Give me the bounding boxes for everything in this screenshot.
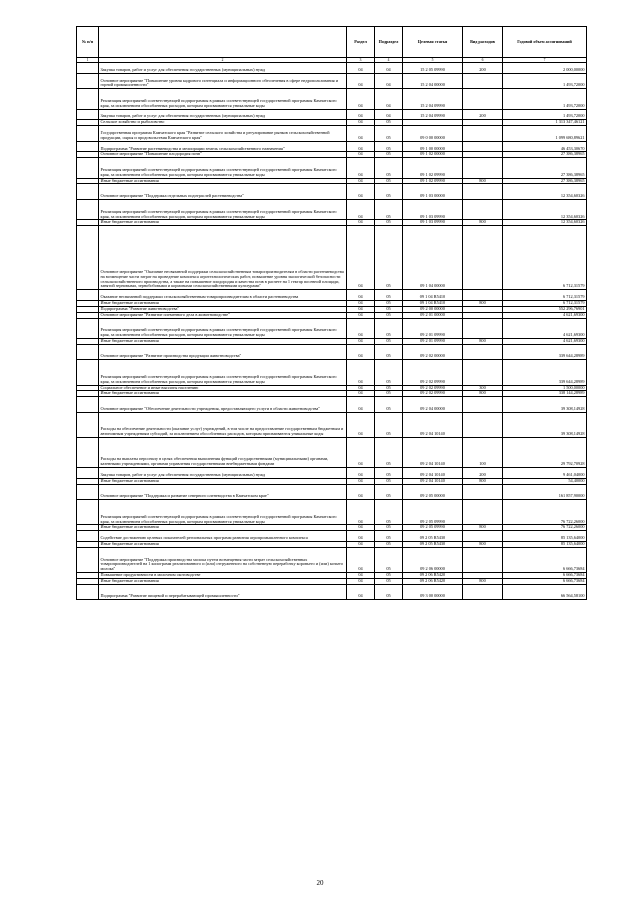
row-number-cell <box>77 318 99 338</box>
row-amount-cell: 6 666,73684 <box>503 578 587 584</box>
budget-table <box>76 26 587 600</box>
budget-table-sheet <box>76 26 586 600</box>
row-razdel-cell: 04 <box>347 178 375 184</box>
row-podrazdel-cell: 05 <box>375 306 403 312</box>
row-podrazdel-cell: 05 <box>375 360 403 385</box>
row-amount-cell: 85 135,64000 <box>503 531 587 542</box>
col-header-name <box>99 27 347 58</box>
row-name-cell: Реализация мероприятий соответствующей подпрограммы в рамках соответствующей государственной программы Камчатского края, за исключением обособленных расходов, которым присваиваются уникальные коды <box>99 500 347 525</box>
col-header-razdel: Раздел <box>347 27 375 58</box>
row-amount-cell: 9 461,04000 <box>503 468 587 479</box>
row-name-cell: Иные бюджетные ассигнования <box>99 525 347 531</box>
row-vid-cell <box>463 500 503 525</box>
table-row <box>77 531 587 542</box>
row-amount-cell: 4 621,69300 <box>503 338 587 344</box>
row-podrazdel-cell: 05 <box>375 412 403 437</box>
row-podrazdel-cell: 05 <box>375 573 403 579</box>
row-razdel-cell: 04 <box>347 500 375 525</box>
row-podrazdel-cell: 04 <box>375 89 403 109</box>
table-row <box>77 126 587 142</box>
row-target-cell: 09 2 04 10140 <box>403 412 463 437</box>
row-target-cell: 09 2 01 09990 <box>403 338 463 344</box>
row-number-cell <box>77 468 99 479</box>
row-vid-cell <box>463 531 503 542</box>
row-target-cell: 09 2 06 R5420 <box>403 578 463 584</box>
row-amount-cell: 76 722,26000 <box>503 525 587 531</box>
row-target-cell: 15 2 04 09990 <box>403 89 463 109</box>
row-vid-cell: 800 <box>463 300 503 306</box>
row-target-cell: 09 1 00 00000 <box>403 141 463 152</box>
row-razdel-cell: 04 <box>347 547 375 572</box>
row-podrazdel-cell: 05 <box>375 391 403 397</box>
column-number: 5 <box>403 58 463 63</box>
row-vid-cell: 800 <box>463 178 503 184</box>
row-amount-cell: 12 354,60326 <box>503 200 587 220</box>
col-header-vid: Вид расходов <box>463 27 503 58</box>
row-number-cell <box>77 344 99 360</box>
row-podrazdel-cell: 05 <box>375 290 403 301</box>
page-number: 20 <box>316 879 324 887</box>
row-podrazdel-cell: 05 <box>375 397 403 413</box>
row-target-cell: 09 1 03 00000 <box>403 184 463 200</box>
row-vid-cell: 200 <box>463 63 503 74</box>
row-podrazdel-cell: 05 <box>375 312 403 318</box>
table-header-row <box>77 27 587 58</box>
row-number-cell <box>77 226 99 290</box>
row-name-cell: Иные бюджетные ассигнования <box>99 178 347 184</box>
row-vid-cell <box>463 73 503 89</box>
row-target-cell: 09 2 06 R5420 <box>403 573 463 579</box>
row-podrazdel-cell: 05 <box>375 344 403 360</box>
row-vid-cell <box>463 200 503 220</box>
row-target-cell: 09 2 04 00000 <box>403 397 463 413</box>
row-amount-cell: 1 500,00000 <box>503 385 587 391</box>
row-podrazdel-cell: 05 <box>375 547 403 572</box>
row-amount-cell: 12 354,60326 <box>503 220 587 226</box>
row-podrazdel-cell: 05 <box>375 226 403 290</box>
row-amount-cell: 2 000,00000 <box>503 63 587 74</box>
column-number: 3 <box>347 58 375 63</box>
row-number-cell <box>77 397 99 413</box>
row-name-cell: Подпрограмма "Развитие пищевой и перерабатывающей промышленности" <box>99 584 347 600</box>
row-target-cell: 09 2 05 R5430 <box>403 531 463 542</box>
row-amount-cell: 339 644,28989 <box>503 344 587 360</box>
row-razdel-cell: 04 <box>347 360 375 385</box>
row-number-cell <box>77 109 99 120</box>
row-vid-cell: 800 <box>463 578 503 584</box>
row-name-cell: Содействие достижению целевых показателей региональных программ развития агропромышленного комплекса <box>99 531 347 542</box>
row-vid-cell <box>463 141 503 152</box>
row-razdel-cell: 04 <box>347 158 375 178</box>
row-amount-cell: 6 666,73684 <box>503 547 587 572</box>
row-razdel-cell: 04 <box>347 184 375 200</box>
table-row <box>77 484 587 500</box>
table-row <box>77 158 587 178</box>
row-amount-cell: 1 493,72000 <box>503 109 587 120</box>
row-target-cell: 09 1 02 09990 <box>403 178 463 184</box>
row-name-cell: Закупка товаров, работ и услуг для обеспечения государственных (муниципальных) нужд <box>99 109 347 120</box>
row-name-cell: Социальное обеспечение и иные выплаты населению <box>99 385 347 391</box>
row-amount-cell: 1 493,72000 <box>503 73 587 89</box>
row-razdel-cell: 04 <box>347 73 375 89</box>
column-number: 6 <box>463 58 503 63</box>
row-name-cell: Основное мероприятие "Обеспечение деятельности учреждения, предоставляющего услуги в области животноводства" <box>99 397 347 413</box>
row-vid-cell: 800 <box>463 541 503 547</box>
table-row <box>77 547 587 572</box>
row-podrazdel-cell: 05 <box>375 152 403 158</box>
row-amount-cell: 6 712,31579 <box>503 226 587 290</box>
row-name-cell: Реализация мероприятий соответствующей подпрограммы в рамках соответствующей государственной программы Камчатского края, за исключением обособленных расходов, которым присваиваются уникальные коды <box>99 200 347 220</box>
row-podrazdel-cell: 04 <box>375 63 403 74</box>
row-target-cell: 09 3 00 00000 <box>403 584 463 600</box>
row-razdel-cell: 04 <box>347 300 375 306</box>
row-razdel-cell: 04 <box>347 226 375 290</box>
row-vid-cell <box>463 484 503 500</box>
row-razdel-cell: 04 <box>347 306 375 312</box>
row-razdel-cell: 04 <box>347 584 375 600</box>
row-name-cell: Расходы на обеспечение деятельности (оказание услуг) учреждений, в том числе на предоставление государственным бюджетным и автономным учреждениям субсидий, за исключением обособленных расходов, которым присваиваются уникальные коды <box>99 412 347 437</box>
row-vid-cell <box>463 397 503 413</box>
row-number-cell <box>77 584 99 600</box>
row-name-cell: Иные бюджетные ассигнования <box>99 541 347 547</box>
row-name-cell: Подпрограмма "Развитие растениеводства и мелиорации земель сельскохозяйственного назначения" <box>99 141 347 152</box>
row-target-cell: 09 1 02 09990 <box>403 158 463 178</box>
row-podrazdel-cell: 05 <box>375 318 403 338</box>
row-razdel-cell: 04 <box>347 141 375 152</box>
row-target-cell: 09 2 02 09990 <box>403 385 463 391</box>
row-amount-cell: 161 857,90000 <box>503 484 587 500</box>
table-row <box>77 109 587 120</box>
row-vid-cell <box>463 89 503 109</box>
row-podrazdel-cell: 05 <box>375 385 403 391</box>
row-razdel-cell: 04 <box>347 397 375 413</box>
row-target-cell: 09 2 01 00000 <box>403 312 463 318</box>
row-razdel-cell: 04 <box>347 391 375 397</box>
row-amount-cell: 552 296,76901 <box>503 306 587 312</box>
row-vid-cell: 200 <box>463 468 503 479</box>
row-amount-cell: 46 453,30670 <box>503 141 587 152</box>
table-row <box>77 63 587 74</box>
row-razdel-cell: 04 <box>347 531 375 542</box>
row-number-cell <box>77 412 99 437</box>
row-name-cell: Реализация мероприятий соответствующей подпрограммы в рамках соответствующей государственной программы Камчатского края, за исключением обособленных расходов, которым присваиваются уникальные коды <box>99 360 347 385</box>
row-podrazdel-cell: 05 <box>375 126 403 142</box>
row-amount-cell: 1 099 680,89621 <box>503 126 587 142</box>
row-number-cell <box>77 73 99 89</box>
row-vid-cell <box>463 412 503 437</box>
row-vid-cell: 800 <box>463 391 503 397</box>
row-target-cell: 09 2 04 10140 <box>403 438 463 468</box>
row-target-cell: 09 1 04 R5410 <box>403 290 463 301</box>
table-row <box>77 200 587 220</box>
column-number: 2 <box>99 58 347 63</box>
row-number-cell <box>77 484 99 500</box>
row-name-cell: Иные бюджетные ассигнования <box>99 338 347 344</box>
table-row <box>77 412 587 437</box>
row-amount-cell: 54,40000 <box>503 478 587 484</box>
row-number-cell <box>77 89 99 109</box>
row-vid-cell <box>463 584 503 600</box>
row-name-cell: Иные бюджетные ассигнования <box>99 391 347 397</box>
row-razdel-cell: 04 <box>347 120 375 126</box>
row-name-cell: Основное мероприятие "Оказание несвязанной поддержки сельскохозяйственным товаропроизводителям в области растениеводства на возмещение части затрат на проведение комплекса агротехнологических работ, повышение уровня экологической безопасности сельскохозяйственного производства, а также на повышение плодородия и качества почв в расчете на 1 гектар посевной площади, занятой зерновыми, зернобобовыми и кормовыми сельскохозяйственными культурами" <box>99 226 347 290</box>
row-podrazdel-cell: 05 <box>375 120 403 126</box>
row-amount-cell: 29 792,70928 <box>503 438 587 468</box>
row-podrazdel-cell: 05 <box>375 525 403 531</box>
row-target-cell: 15 2 05 09990 <box>403 63 463 74</box>
col-header-podrazdel: Подраздел <box>375 27 403 58</box>
row-name-cell: Иные бюджетные ассигнования <box>99 578 347 584</box>
row-vid-cell <box>463 226 503 290</box>
row-target-cell: 09 2 02 00000 <box>403 344 463 360</box>
row-amount-cell: 27 386,38965 <box>503 152 587 158</box>
row-podrazdel-cell: 05 <box>375 541 403 547</box>
row-razdel-cell: 04 <box>347 63 375 74</box>
row-podrazdel-cell: 05 <box>375 220 403 226</box>
row-target-cell: 09 1 03 09990 <box>403 200 463 220</box>
row-amount-cell: 85 135,64000 <box>503 541 587 547</box>
row-razdel-cell: 04 <box>347 573 375 579</box>
row-podrazdel-cell: 05 <box>375 438 403 468</box>
row-podrazdel-cell: 05 <box>375 468 403 479</box>
row-target-cell: 09 0 00 00000 <box>403 126 463 142</box>
row-name-cell: Основное мероприятие "Поддержка и развитие северного оленеводства в Камчатском крае" <box>99 484 347 500</box>
column-number: 1 <box>77 58 99 63</box>
row-razdel-cell: 04 <box>347 126 375 142</box>
row-target-cell: 09 2 05 00000 <box>403 484 463 500</box>
row-target-cell: 09 1 04 00000 <box>403 226 463 290</box>
row-number-cell <box>77 547 99 572</box>
row-vid-cell: 100 <box>463 438 503 468</box>
table-row <box>77 318 587 338</box>
row-number-cell <box>77 360 99 385</box>
row-target-cell: 15 2 04 09990 <box>403 109 463 120</box>
col-header-number: № п/п <box>77 27 99 58</box>
row-vid-cell <box>463 126 503 142</box>
row-number-cell <box>77 438 99 468</box>
row-vid-cell: 800 <box>463 338 503 344</box>
row-vid-cell <box>463 547 503 572</box>
row-podrazdel-cell: 05 <box>375 500 403 525</box>
row-amount-cell: 4 621,69300 <box>503 318 587 338</box>
row-target-cell: 09 2 04 10140 <box>403 468 463 479</box>
row-razdel-cell: 04 <box>347 412 375 437</box>
row-name-cell: Государственная программа Камчатского края "Развитие сельского хозяйства и регулирование рынков сельскохозяйственной продукции, сырья и продовольствия Камчатского края" <box>99 126 347 142</box>
table-row <box>77 290 587 301</box>
row-target-cell: 09 2 04 10140 <box>403 478 463 484</box>
row-number-cell <box>77 126 99 142</box>
row-name-cell: Основное мероприятие "Развитие племенного дела в животноводстве" <box>99 312 347 318</box>
col-header-amount: Годовой объем ассигнований <box>503 27 587 58</box>
row-target-cell: 09 1 03 09990 <box>403 220 463 226</box>
row-podrazdel-cell: 05 <box>375 584 403 600</box>
row-name-cell: Расходы на выплаты персоналу в целях обеспечения выполнения функций государственными (муниципальными) органами, казенными учреждениями, органами управления государственными внебюджетными фондами <box>99 438 347 468</box>
row-number-cell <box>77 158 99 178</box>
row-vid-cell <box>463 360 503 385</box>
row-razdel-cell: 04 <box>347 541 375 547</box>
table-row <box>77 89 587 109</box>
row-target-cell: 09 2 05 R5430 <box>403 541 463 547</box>
row-name-cell: Основное мероприятие "Поддержка отдельных подотраслей растениеводства" <box>99 184 347 200</box>
row-podrazdel-cell: 05 <box>375 184 403 200</box>
row-target-cell: 09 2 00 00000 <box>403 306 463 312</box>
row-amount-cell: 27 386,38965 <box>503 158 587 178</box>
table-row <box>77 141 587 152</box>
row-name-cell: Реализация мероприятий соответствующей подпрограммы в рамках соответствующей государственной программы Камчатского края, за исключением обособленных расходов, которым присваиваются уникальные коды <box>99 318 347 338</box>
row-razdel-cell: 04 <box>347 344 375 360</box>
row-razdel-cell: 04 <box>347 312 375 318</box>
table-row <box>77 468 587 479</box>
row-target-cell: 09 2 05 09990 <box>403 500 463 525</box>
row-razdel-cell: 04 <box>347 200 375 220</box>
row-razdel-cell: 04 <box>347 468 375 479</box>
row-target-cell: 09 1 04 R5410 <box>403 300 463 306</box>
row-amount-cell: 6 712,31579 <box>503 290 587 301</box>
row-razdel-cell: 04 <box>347 89 375 109</box>
row-target-cell: 09 2 06 00000 <box>403 547 463 572</box>
row-podrazdel-cell: 05 <box>375 478 403 484</box>
table-row <box>77 360 587 385</box>
row-vid-cell <box>463 344 503 360</box>
row-amount-cell: 4 621,69300 <box>503 312 587 318</box>
row-vid-cell: 800 <box>463 525 503 531</box>
row-number-cell <box>77 184 99 200</box>
row-target-cell: 09 2 02 09990 <box>403 360 463 385</box>
row-name-cell: Закупка товаров, работ и услуг для обеспечения государственных (муниципальных) нужд <box>99 468 347 479</box>
row-name-cell: Реализация мероприятий соответствующей подпрограммы в рамках соответствующей государственной программы Камчатского края, за исключением обособленных расходов, которым присваиваются уникальные коды <box>99 158 347 178</box>
row-vid-cell: 800 <box>463 478 503 484</box>
row-podrazdel-cell: 05 <box>375 300 403 306</box>
table-row <box>77 500 587 525</box>
row-amount-cell: 27 386,38965 <box>503 178 587 184</box>
row-razdel-cell: 04 <box>347 109 375 120</box>
row-name-cell: Иные бюджетные ассигнования <box>99 220 347 226</box>
row-vid-cell <box>463 318 503 338</box>
row-target-cell: 09 2 01 09990 <box>403 318 463 338</box>
row-vid-cell <box>463 158 503 178</box>
row-target-cell: 15 2 04 00000 <box>403 73 463 89</box>
row-name-cell: Сельское хозяйство и рыболовство <box>99 120 347 126</box>
row-number-cell <box>77 290 99 301</box>
row-name-cell: Иные бюджетные ассигнования <box>99 300 347 306</box>
table-row <box>77 344 587 360</box>
row-number-cell <box>77 141 99 152</box>
row-amount-cell: 338 144,28989 <box>503 391 587 397</box>
row-target-cell: 09 1 02 00000 <box>403 152 463 158</box>
table-row <box>77 226 587 290</box>
row-vid-cell: 800 <box>463 220 503 226</box>
row-razdel-cell: 04 <box>347 385 375 391</box>
row-target-cell: 09 2 05 09990 <box>403 525 463 531</box>
table-row <box>77 184 587 200</box>
row-podrazdel-cell: 04 <box>375 73 403 89</box>
table-row <box>77 584 587 600</box>
row-podrazdel-cell: 05 <box>375 578 403 584</box>
row-razdel-cell: 04 <box>347 338 375 344</box>
column-number: 7 <box>503 58 587 63</box>
row-amount-cell: 39 308,14928 <box>503 412 587 437</box>
row-amount-cell: 339 644,28989 <box>503 360 587 385</box>
row-razdel-cell: 04 <box>347 484 375 500</box>
row-podrazdel-cell: 05 <box>375 178 403 184</box>
row-number-cell <box>77 500 99 525</box>
row-podrazdel-cell: 05 <box>375 158 403 178</box>
row-razdel-cell: 04 <box>347 318 375 338</box>
row-name-cell: Основное мероприятие "Повышение уровня кадрового потенциала и информационного обеспечения в сфере недропользования и горной промышленности" <box>99 73 347 89</box>
row-podrazdel-cell: 05 <box>375 531 403 542</box>
column-number: 4 <box>375 58 403 63</box>
row-vid-cell <box>463 290 503 301</box>
col-header-target: Целевая статья <box>403 27 463 58</box>
row-amount-cell: 6 666,73684 <box>503 573 587 579</box>
row-number-cell <box>77 531 99 542</box>
row-razdel-cell: 04 <box>347 290 375 301</box>
table-body <box>77 63 587 600</box>
row-razdel-cell: 04 <box>347 525 375 531</box>
row-name-cell: Реализация мероприятий соответствующей подпрограммы в рамках соответствующей государственной программы Камчатского края, за исключением обособленных расходов, которым присваиваются уникальные коды <box>99 89 347 109</box>
row-name-cell: Основное мероприятие "Повышение плодородия почв" <box>99 152 347 158</box>
row-amount-cell: 12 354,60326 <box>503 184 587 200</box>
row-name-cell: Закупка товаров, работ и услуг для обеспечения государственных (муниципальных) нужд <box>99 63 347 74</box>
row-razdel-cell: 04 <box>347 438 375 468</box>
row-number-cell <box>77 63 99 74</box>
row-amount-cell: 6 712,31579 <box>503 300 587 306</box>
row-podrazdel-cell: 05 <box>375 338 403 344</box>
table-row <box>77 73 587 89</box>
row-amount-cell: 76 722,26000 <box>503 500 587 525</box>
row-razdel-cell: 04 <box>347 152 375 158</box>
row-razdel-cell: 04 <box>347 220 375 226</box>
row-target-cell: 09 2 02 09990 <box>403 391 463 397</box>
row-name-cell: Основное мероприятие "Поддержка производства молока путем возмещения части затрат сельскохозяйственных товаропроизводителей на 1 килограмм реализованного и (или) отгруженного на собственную переработку коровьего и (или) козьего молока" <box>99 547 347 572</box>
row-name-cell: Основное мероприятие "Развитие производства продукции животноводства" <box>99 344 347 360</box>
row-razdel-cell: 04 <box>347 478 375 484</box>
row-number-cell <box>77 200 99 220</box>
row-name-cell: Подпрограмма "Развитие животноводства" <box>99 306 347 312</box>
row-name-cell: Иные бюджетные ассигнования <box>99 478 347 484</box>
row-name-cell: Оказание несвязанной поддержки сельскохозяйственным товаропроизводителям в области растениеводства <box>99 290 347 301</box>
row-amount-cell: 1 493,72000 <box>503 89 587 109</box>
row-vid-cell <box>463 184 503 200</box>
row-amount-cell: 66 564,58100 <box>503 584 587 600</box>
row-name-cell: Повышение продуктивности в молочном скотоводстве <box>99 573 347 579</box>
row-podrazdel-cell: 05 <box>375 200 403 220</box>
table-row <box>77 397 587 413</box>
row-vid-cell: 300 <box>463 385 503 391</box>
row-podrazdel-cell: 04 <box>375 109 403 120</box>
row-amount-cell: 39 308,14928 <box>503 397 587 413</box>
row-podrazdel-cell: 05 <box>375 141 403 152</box>
table-row <box>77 438 587 468</box>
row-vid-cell: 200 <box>463 109 503 120</box>
row-podrazdel-cell: 05 <box>375 484 403 500</box>
row-amount-cell: 1 313 347,46121 <box>503 120 587 126</box>
row-razdel-cell: 04 <box>347 578 375 584</box>
